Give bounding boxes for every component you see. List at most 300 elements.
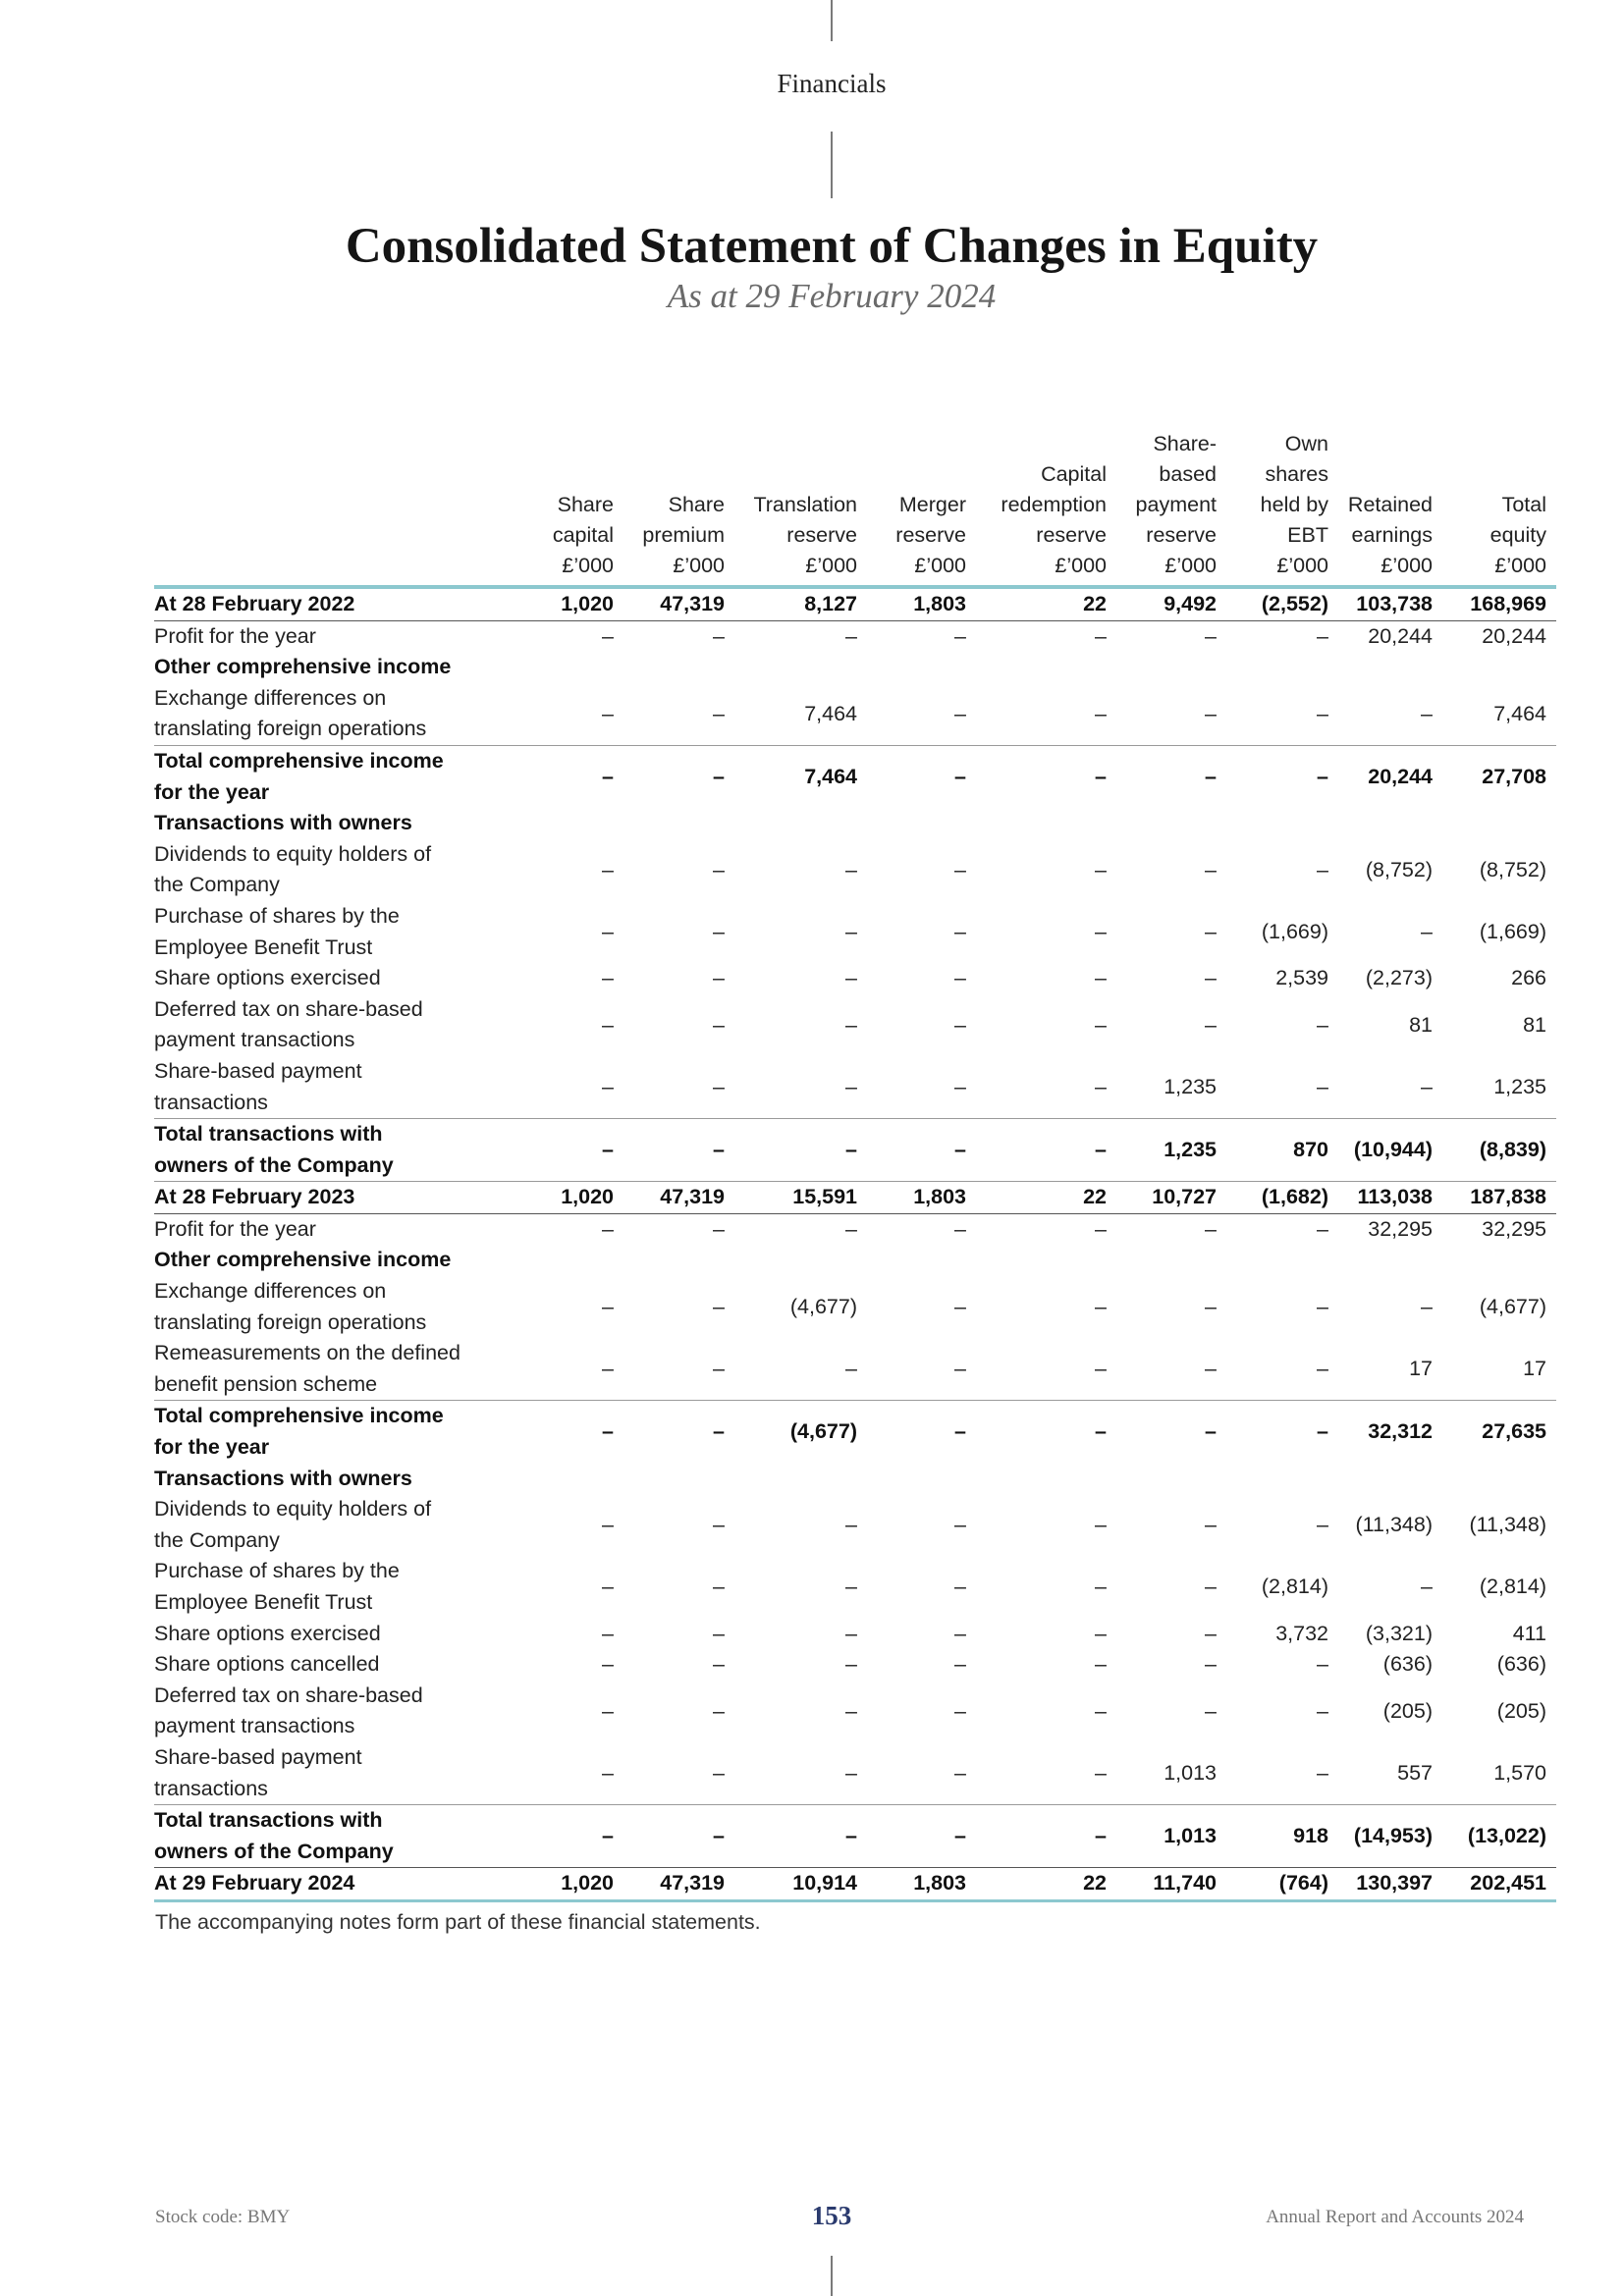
value-cell: 9,492 [1116,587,1226,620]
value-cell: 1,013 [1116,1805,1226,1868]
row-label [154,745,515,808]
value-cell: 8,127 [734,587,867,620]
value-cell: – [1421,1294,1433,1318]
value-cell: (205) [1382,1698,1433,1723]
column-header-line: Merger [898,493,966,516]
footnote: The accompanying notes form part of these financial statements. [155,1910,761,1934]
row-label-line: Share-based payment [154,1744,362,1769]
value-cell: (3,321) [1365,1621,1433,1645]
value-cell: – [1205,919,1217,943]
table-row [154,1868,1556,1901]
row-label-line: Employee Benefit Trust [154,1590,373,1614]
value-cell: – [1095,1012,1107,1037]
row-label-line: At 28 February 2022 [154,592,355,615]
table-body [154,587,1556,1900]
value-cell: – [1226,1338,1338,1401]
value-cell: – [515,1805,623,1868]
value-cell: – [1095,764,1107,788]
value-cell: – [734,1119,867,1182]
value-cell: – [867,1338,976,1401]
value-cell: – [515,1338,623,1401]
row-label [154,652,515,683]
value-cell: 2,539 [1275,966,1328,990]
table-row [154,1245,1556,1276]
row-label [154,1464,515,1495]
value-cell: – [954,1513,966,1537]
value-cell [1116,808,1226,839]
value-cell: (14,953) [1338,1805,1442,1868]
value-cell: – [623,1338,734,1401]
value-cell: – [954,1698,966,1723]
row-label-line: translating foreign operations [154,717,427,741]
value-cell [515,652,623,683]
value-cell [515,1464,623,1495]
row-label-line: owners of the Company [154,1839,394,1863]
row-label-line: payment transactions [154,1714,355,1738]
value-cell: – [845,1652,857,1677]
column-header [1338,429,1442,587]
column-header-line: Own [1284,432,1328,455]
value-cell: 10,914 [734,1868,867,1901]
value-cell: – [1205,1012,1217,1037]
value-cell: – [602,1698,614,1723]
value-cell: – [1205,1513,1217,1537]
value-cell: 1,803 [867,1868,976,1901]
value-cell: – [845,623,857,648]
value-cell: 81 [1409,1012,1433,1037]
value-cell: – [602,764,614,788]
value-cell: – [867,1742,976,1805]
value-cell: – [845,857,857,881]
value-cell: – [1205,764,1217,788]
column-header-line: £’000 [1055,554,1107,577]
row-label-line: Transactions with owners [154,811,412,835]
row-label-line: Share-based payment [154,1058,362,1083]
column-header-line: £’000 [1164,554,1217,577]
column-header-line: Translation [753,493,857,516]
value-cell: – [734,1742,867,1805]
value-cell: – [623,1742,734,1805]
value-cell: – [1095,857,1107,881]
table-row [154,1619,1556,1650]
value-cell: 7,464 [804,764,857,788]
value-cell: – [1205,1652,1217,1677]
table-row [154,1649,1556,1681]
value-cell: 47,319 [623,587,734,620]
value-cell: 1,803 [867,1182,976,1214]
value-cell: – [976,1338,1116,1401]
section-label: Financials [777,69,887,98]
value-cell: (2,552) [1226,587,1338,620]
column-header-line: redemption [1001,493,1107,516]
value-cell: – [1205,1216,1217,1241]
row-label-line: transactions [154,1090,268,1114]
value-cell: 1,013 [1116,1742,1226,1805]
value-cell [734,1464,867,1495]
top-divider-line [831,0,833,41]
value-cell [1226,652,1338,683]
value-cell: – [713,1513,725,1537]
value-cell [1338,652,1442,683]
row-label [154,1494,515,1556]
value-cell: – [1317,1652,1328,1677]
value-cell: 411 [1512,1621,1546,1645]
row-label-line: Dividends to equity holders of [154,1497,432,1522]
row-label-line: Profit for the year [154,623,316,648]
row-label [154,808,515,839]
column-header-line: £’000 [1380,554,1433,577]
value-cell: – [1317,1513,1328,1537]
value-cell: – [1095,1621,1107,1645]
table-row [154,808,1556,839]
value-cell: – [602,1419,614,1444]
value-cell: – [623,1119,734,1182]
row-label [154,1119,515,1182]
value-cell: – [954,966,966,990]
value-cell: – [954,1012,966,1037]
table-header [154,429,1556,587]
value-cell: (4,677) [789,1294,857,1318]
value-cell [1226,1245,1338,1276]
value-cell: – [1095,1294,1107,1318]
row-label-line: Total transactions with [154,1122,383,1147]
row-label-line: Total transactions with [154,1808,383,1833]
row-label-line: Purchase of shares by the [154,903,400,928]
row-label-line: the Company [154,1527,280,1552]
row-label-line: Dividends to equity holders of [154,841,432,866]
value-cell [867,652,976,683]
column-header-line: shares [1265,462,1328,486]
value-cell: – [515,1056,623,1119]
row-label [154,994,515,1056]
value-cell: (10,944) [1338,1119,1442,1182]
value-cell [1226,808,1338,839]
value-cell: – [1095,623,1107,648]
value-cell: 20,244 [1482,623,1546,648]
value-cell: – [976,1119,1116,1182]
value-cell [976,1464,1116,1495]
table-row [154,994,1556,1056]
value-cell [734,808,867,839]
equity-statement-table [154,429,1556,1902]
column-header [1442,429,1556,587]
value-cell: (11,348) [1355,1513,1433,1537]
value-cell: – [713,966,725,990]
value-cell: (1,669) [1261,919,1328,943]
value-cell: – [1205,623,1217,648]
value-cell [976,652,1116,683]
value-cell: – [713,764,725,788]
row-label [154,1056,515,1119]
value-cell: 81 [1523,1012,1546,1037]
page-title: Consolidated Statement of Changes in Equity [345,219,1319,274]
value-cell: – [845,1216,857,1241]
column-header [1226,429,1338,587]
value-cell: – [602,1216,614,1241]
value-cell: (4,677) [789,1419,857,1444]
value-cell: 266 [1511,966,1546,990]
column-header-line: held by [1260,493,1328,516]
value-cell: – [602,1621,614,1645]
column-header-line: £’000 [914,554,966,577]
value-cell: 1,803 [867,587,976,620]
value-cell: (205) [1496,1698,1546,1723]
value-cell [515,1245,623,1276]
value-cell: – [1226,1742,1338,1805]
value-cell: – [1095,1513,1107,1537]
value-cell [734,1245,867,1276]
row-label [154,1619,515,1650]
row-label [154,1182,515,1214]
column-header [623,429,734,587]
column-header-line: earnings [1351,523,1433,547]
column-header [515,429,623,587]
column-header-line: Capital [1041,462,1107,486]
value-cell: – [867,1119,976,1182]
value-cell: – [1338,1056,1442,1119]
value-cell: – [1205,1575,1217,1599]
column-header-line: payment [1135,493,1217,516]
column-header-line: Share [668,493,725,516]
value-cell: – [867,1056,976,1119]
value-cell: 103,738 [1338,587,1442,620]
row-label-line: for the year [154,779,270,804]
table-row [154,1556,1556,1618]
value-cell: – [602,1575,614,1599]
value-cell: 17 [1442,1338,1556,1401]
value-cell: (11,348) [1469,1513,1546,1537]
value-cell: 22 [976,587,1116,620]
value-cell: (636) [1382,1652,1433,1677]
row-label-line: translating foreign operations [154,1309,427,1334]
column-header-line: EBT [1287,523,1328,547]
value-cell: 32,295 [1482,1216,1546,1241]
value-cell: 918 [1226,1805,1338,1868]
value-cell: – [713,1652,725,1677]
value-cell: 17 [1338,1338,1442,1401]
table-row [154,652,1556,683]
column-header [1116,429,1226,587]
column-header-line: reserve [895,523,966,547]
value-cell [1226,1464,1338,1495]
row-label-line: for the year [154,1435,270,1460]
value-cell [1116,652,1226,683]
value-cell: 27,708 [1482,764,1546,788]
value-cell [976,808,1116,839]
bottom-divider-line [831,2256,833,2296]
table-row [154,1276,1556,1338]
column-header-line: Share [557,493,614,516]
row-label [154,1338,515,1401]
value-cell: – [1421,1575,1433,1599]
value-cell: (636) [1496,1652,1546,1677]
value-cell: – [1317,1698,1328,1723]
value-cell: – [845,919,857,943]
column-header-line: premium [642,523,725,547]
table-row [154,1213,1556,1245]
value-cell: – [845,1621,857,1645]
value-cell [623,1464,734,1495]
value-cell: – [713,1621,725,1645]
row-label-line: Profit for the year [154,1216,316,1241]
value-cell: – [713,1698,725,1723]
column-header-line: £’000 [1276,554,1328,577]
value-cell: 1,020 [515,1182,623,1214]
row-label-line: Deferred tax on share-based [154,996,423,1021]
column-header-line: Total [1501,493,1546,516]
column-header-line: based [1159,462,1217,486]
value-cell: – [1226,1056,1338,1119]
value-cell: – [976,1742,1116,1805]
value-cell: (2,814) [1261,1575,1328,1599]
value-cell: 15,591 [734,1182,867,1214]
value-cell: – [1317,1419,1328,1444]
value-cell: – [1205,966,1217,990]
value-cell: 32,312 [1368,1419,1433,1444]
row-label-line: Remeasurements on the defined [154,1341,460,1365]
value-cell: – [1205,1698,1217,1723]
value-cell [1442,1464,1556,1495]
value-cell: 1,020 [515,1868,623,1901]
value-cell: – [623,1056,734,1119]
value-cell [1442,652,1556,683]
value-cell [1338,1245,1442,1276]
row-label-line: Transactions with owners [154,1466,412,1490]
column-header-line: Retained [1347,493,1433,516]
value-cell: – [515,1742,623,1805]
value-cell [734,652,867,683]
column-header-line: reserve [786,523,857,547]
value-cell [623,652,734,683]
value-cell: 187,838 [1442,1182,1556,1214]
value-cell [867,1245,976,1276]
value-cell: – [954,1294,966,1318]
value-cell: 1,570 [1442,1742,1556,1805]
value-cell: – [515,683,623,746]
row-label-line: Employee Benefit Trust [154,934,373,959]
value-cell: – [1317,623,1328,648]
row-label-line: At 29 February 2024 [154,1871,355,1896]
value-cell: – [1095,919,1107,943]
row-label [154,683,515,746]
row-label [154,839,515,901]
value-cell: – [954,764,966,788]
column-header [734,429,867,587]
value-cell: – [954,623,966,648]
row-label [154,587,515,620]
column-header-line: £’000 [562,554,614,577]
value-cell [623,808,734,839]
value-cell: – [713,1575,725,1599]
row-label-line: Total comprehensive income [154,748,444,773]
value-cell [1442,808,1556,839]
value-cell: – [1095,1652,1107,1677]
value-cell [867,1464,976,1495]
value-cell: 130,397 [1338,1868,1442,1901]
value-cell: (13,022) [1442,1805,1556,1868]
footer-report-title: Annual Report and Accounts 2024 [1266,2207,1524,2227]
row-label-line: Other comprehensive income [154,1248,452,1272]
value-cell: – [602,919,614,943]
value-cell: – [623,1805,734,1868]
row-label-line: benefit pension scheme [154,1371,378,1396]
header-divider-line [831,132,833,198]
value-cell: 22 [976,1868,1116,1901]
column-header-line: capital [552,523,614,547]
row-label-line: Purchase of shares by the [154,1559,400,1583]
column-header-line: reserve [1146,523,1217,547]
page-subtitle: As at 29 February 2024 [667,277,997,315]
value-cell: 168,969 [1442,587,1556,620]
row-label [154,1649,515,1681]
value-cell: 10,727 [1116,1182,1226,1214]
table-row [154,1182,1556,1214]
row-label-line: Share options exercised [154,1621,381,1645]
table-row [154,963,1556,994]
value-cell: – [713,919,725,943]
value-cell: (2,814) [1479,1575,1546,1599]
value-cell: 27,635 [1482,1419,1546,1444]
header-label-spacer [154,429,515,587]
value-cell: 47,319 [623,1182,734,1214]
value-cell: – [1095,1698,1107,1723]
column-header [976,429,1116,587]
table-row [154,1805,1556,1868]
column-header-line: Share- [1153,432,1217,455]
value-cell: – [1095,1216,1107,1241]
value-cell [1442,1245,1556,1276]
value-cell: – [1095,1575,1107,1599]
value-cell: – [623,683,734,746]
value-cell: – [1205,857,1217,881]
value-cell: – [954,857,966,881]
value-cell: 1,235 [1442,1056,1556,1119]
value-cell: – [515,1119,623,1182]
value-cell: – [1317,857,1328,881]
table-header-row [154,429,1556,587]
row-label-line: Other comprehensive income [154,655,452,679]
value-cell: – [845,966,857,990]
value-cell: 870 [1226,1119,1338,1182]
row-label-line: Exchange differences on [154,685,387,710]
value-cell: (8,752) [1365,857,1433,881]
value-cell: – [602,1652,614,1677]
value-cell: 557 [1338,1742,1442,1805]
table-row [154,1401,1556,1464]
value-cell: (1,682) [1226,1182,1338,1214]
row-label [154,1276,515,1338]
value-cell: – [1205,1419,1217,1444]
value-cell: – [1338,683,1442,746]
table-row [154,587,1556,620]
value-cell: – [1205,1621,1217,1645]
value-cell: 3,732 [1275,1621,1328,1645]
value-cell: – [713,1294,725,1318]
value-cell: – [1317,764,1328,788]
row-label [154,1213,515,1245]
value-cell: – [1116,1338,1226,1401]
value-cell: – [954,919,966,943]
value-cell: – [954,1575,966,1599]
value-cell: – [713,1419,725,1444]
page-number: 153 [811,2201,852,2230]
table-row [154,1119,1556,1182]
row-label-line: transactions [154,1776,268,1800]
value-cell: – [602,1294,614,1318]
row-label [154,1401,515,1464]
value-cell: 20,244 [1368,764,1433,788]
value-cell: (2,273) [1365,966,1433,990]
